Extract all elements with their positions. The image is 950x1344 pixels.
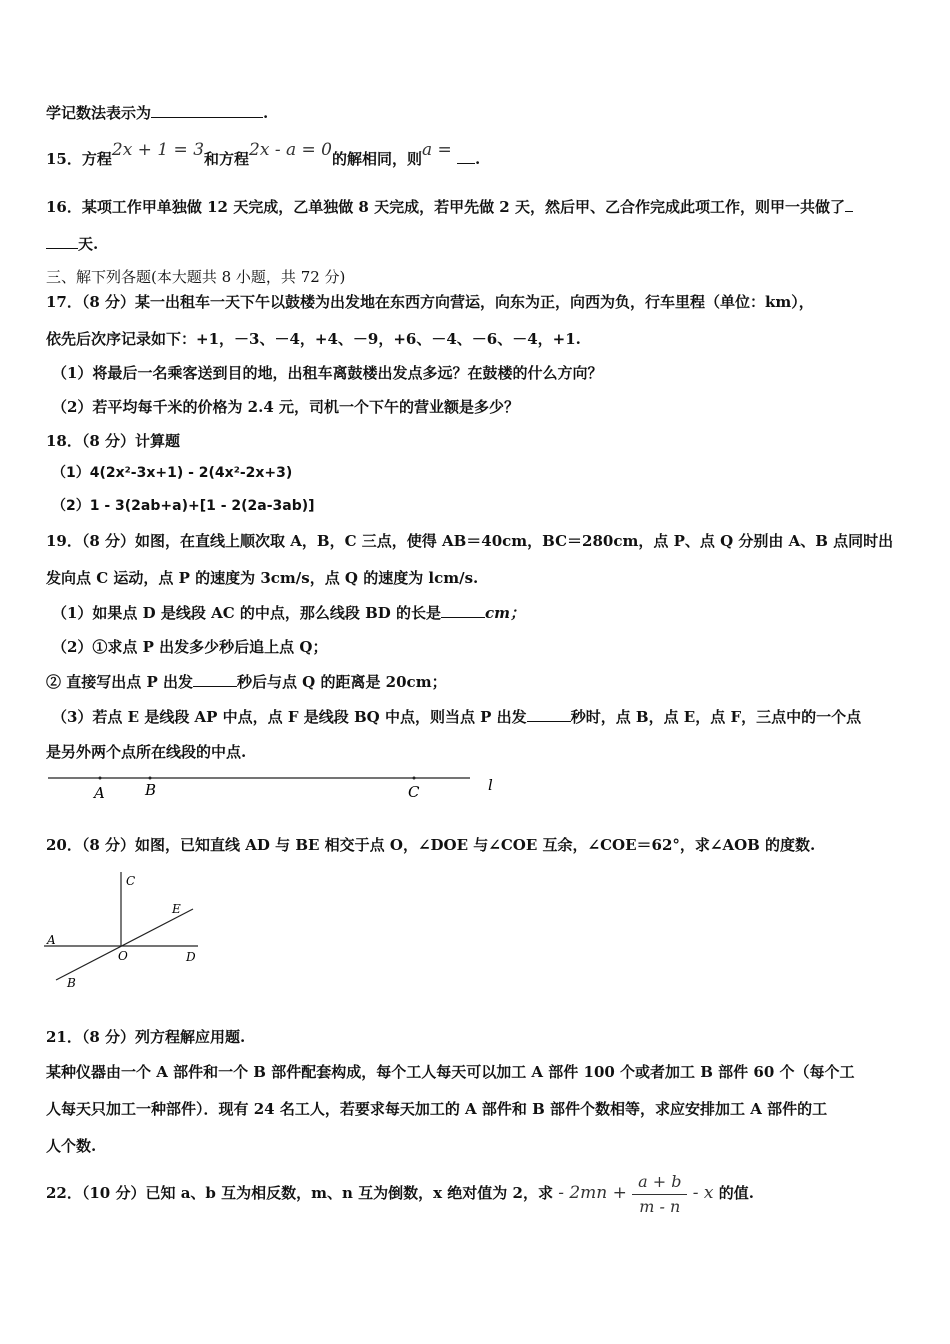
question-19-part1: （1）如果点 D 是线段 AC 的中点，那么线段 BD 的长是 cm； [52, 601, 525, 624]
question-22: 22．（10 分）已知 a、b 互为相反数，m、n 互为倒数，x 绝对值为 2，求 - 2mn + $\frac{a + b}{m - n}$ - x 的值. [46, 1171, 754, 1216]
question-21-title: 21．（8 分）列方程解应用题. [46, 1028, 246, 1046]
answer-blank[interactable] [527, 705, 571, 722]
label-a: A [94, 784, 105, 802]
question-16: 16．某项工作甲单独做 12 天完成，乙单独做 8 天完成，若甲先做 2 天，然后甲、乙合作完成此项工作，则甲一共做了 [46, 195, 853, 218]
answer-blank[interactable] [151, 101, 263, 118]
question-17-line1: 17．（8 分）某一出租车一天下午以鼓楼为出发地在东西方向营运，向东为正，向西为负，行车里程（单位：km）， [46, 293, 814, 311]
question-17-part1: （1）将最后一名乘客送到目的地，出租车离鼓楼出发点多远？在鼓楼的什么方向？ [52, 364, 603, 382]
point-a [99, 777, 102, 780]
answer-blank[interactable] [193, 670, 237, 687]
question-18-part2: （2）1 - 3(2ab+a)+[1 - 2(2a-3ab)] [52, 498, 315, 514]
expression-part2: - x [692, 1183, 714, 1203]
angle-diagram [40, 868, 210, 998]
equation-1: 2x + 1 = 3 [111, 140, 205, 160]
question-21-line3: 人个数. [46, 1137, 97, 1155]
q14-tail: 学记数法表示为 . [46, 101, 268, 124]
question-19-line1: 19．（8 分）如图，在直线上顺次取 A，B，C 三点，使得 AB＝40cm，BC＝280cm，点 P、点 Q 分别由 A、B 点同时出 [46, 532, 894, 550]
label-a: A [47, 933, 56, 947]
question-19-part3-cont: 是另外两个点所在线段的中点. [46, 743, 247, 761]
question-15: 15．方程2x + 1 = 3和方程2x - a = 0的解相同，则a = . [46, 140, 481, 168]
label-o: O [118, 949, 128, 963]
label-e: E [172, 902, 181, 916]
line-diagram [40, 768, 510, 808]
line-be [56, 909, 193, 980]
point-c [413, 777, 416, 780]
equation-2: 2x - a = 0 [249, 140, 332, 160]
question-18-part1: （1）4(2x²-3x+1) - 2(4x²-2x+3) [52, 465, 293, 481]
label-d: D [186, 950, 196, 964]
label-l: l [488, 776, 493, 794]
question-19-line2: 发向点 C 运动，点 P 的速度为 3cm/s，点 Q 的速度为 lcm/s. [46, 569, 479, 587]
point-b [149, 777, 152, 780]
question-21-line1: 某种仪器由一个 A 部件和一个 B 部件配套构成，每个工人每天可以加工 A 部件 100 个或者加工 B 部件 60 个（每个工 [46, 1063, 855, 1081]
answer-blank[interactable] [845, 195, 853, 212]
question-20: 20．（8 分）如图，已知直线 AD 与 BE 相交于点 O，∠DOE 与∠COE 互余，∠COE＝62°，求∠AOB 的度数. [46, 836, 816, 854]
question-18-title: 18．（8 分）计算题 [46, 432, 181, 450]
expression-part1: - 2mn + [558, 1183, 627, 1203]
label-b: B [67, 976, 76, 990]
answer-blank[interactable] [441, 601, 485, 618]
question-19-part3: （3）若点 E 是线段 AP 中点，点 F 是线段 BQ 中点，则当点 P 出发 秒时，点 B，点 E，点 F，三点中的一个点 [52, 705, 861, 728]
answer-blank[interactable] [46, 232, 78, 249]
label-c: C [126, 874, 136, 888]
question-17-part2: （2）若平均每千米的价格为 2.4 元，司机一个下午的营业额是多少？ [52, 398, 519, 416]
question-19-part2b: ② 直接写出点 P 出发 秒后与点 Q 的距离是 20cm； [46, 670, 447, 693]
question-17-line2: 依先后次序记录如下：+1，－3、－4，+4、－9，+6、－4、－6、－4，+1. [46, 330, 581, 348]
question-19-part2: （2）①求点 P 出发多少秒后追上点 Q； [52, 638, 328, 656]
answer-blank[interactable] [457, 147, 475, 164]
label-c: C [408, 783, 420, 801]
question-21-line2: 人每天只加工一种部件）．现有 24 名工人，若要求每天加工的 A 部件和 B 部件个数相等，求应安排加工 A 部件的工 [46, 1100, 828, 1118]
fraction: $\frac{a + b}{m - n}$ [632, 1172, 687, 1217]
section-3-heading: 三、解下列各题(本大题共 8 小题，共 72 分) [46, 268, 346, 286]
label-b: B [145, 781, 157, 799]
question-16-cont: 天. [46, 232, 98, 255]
